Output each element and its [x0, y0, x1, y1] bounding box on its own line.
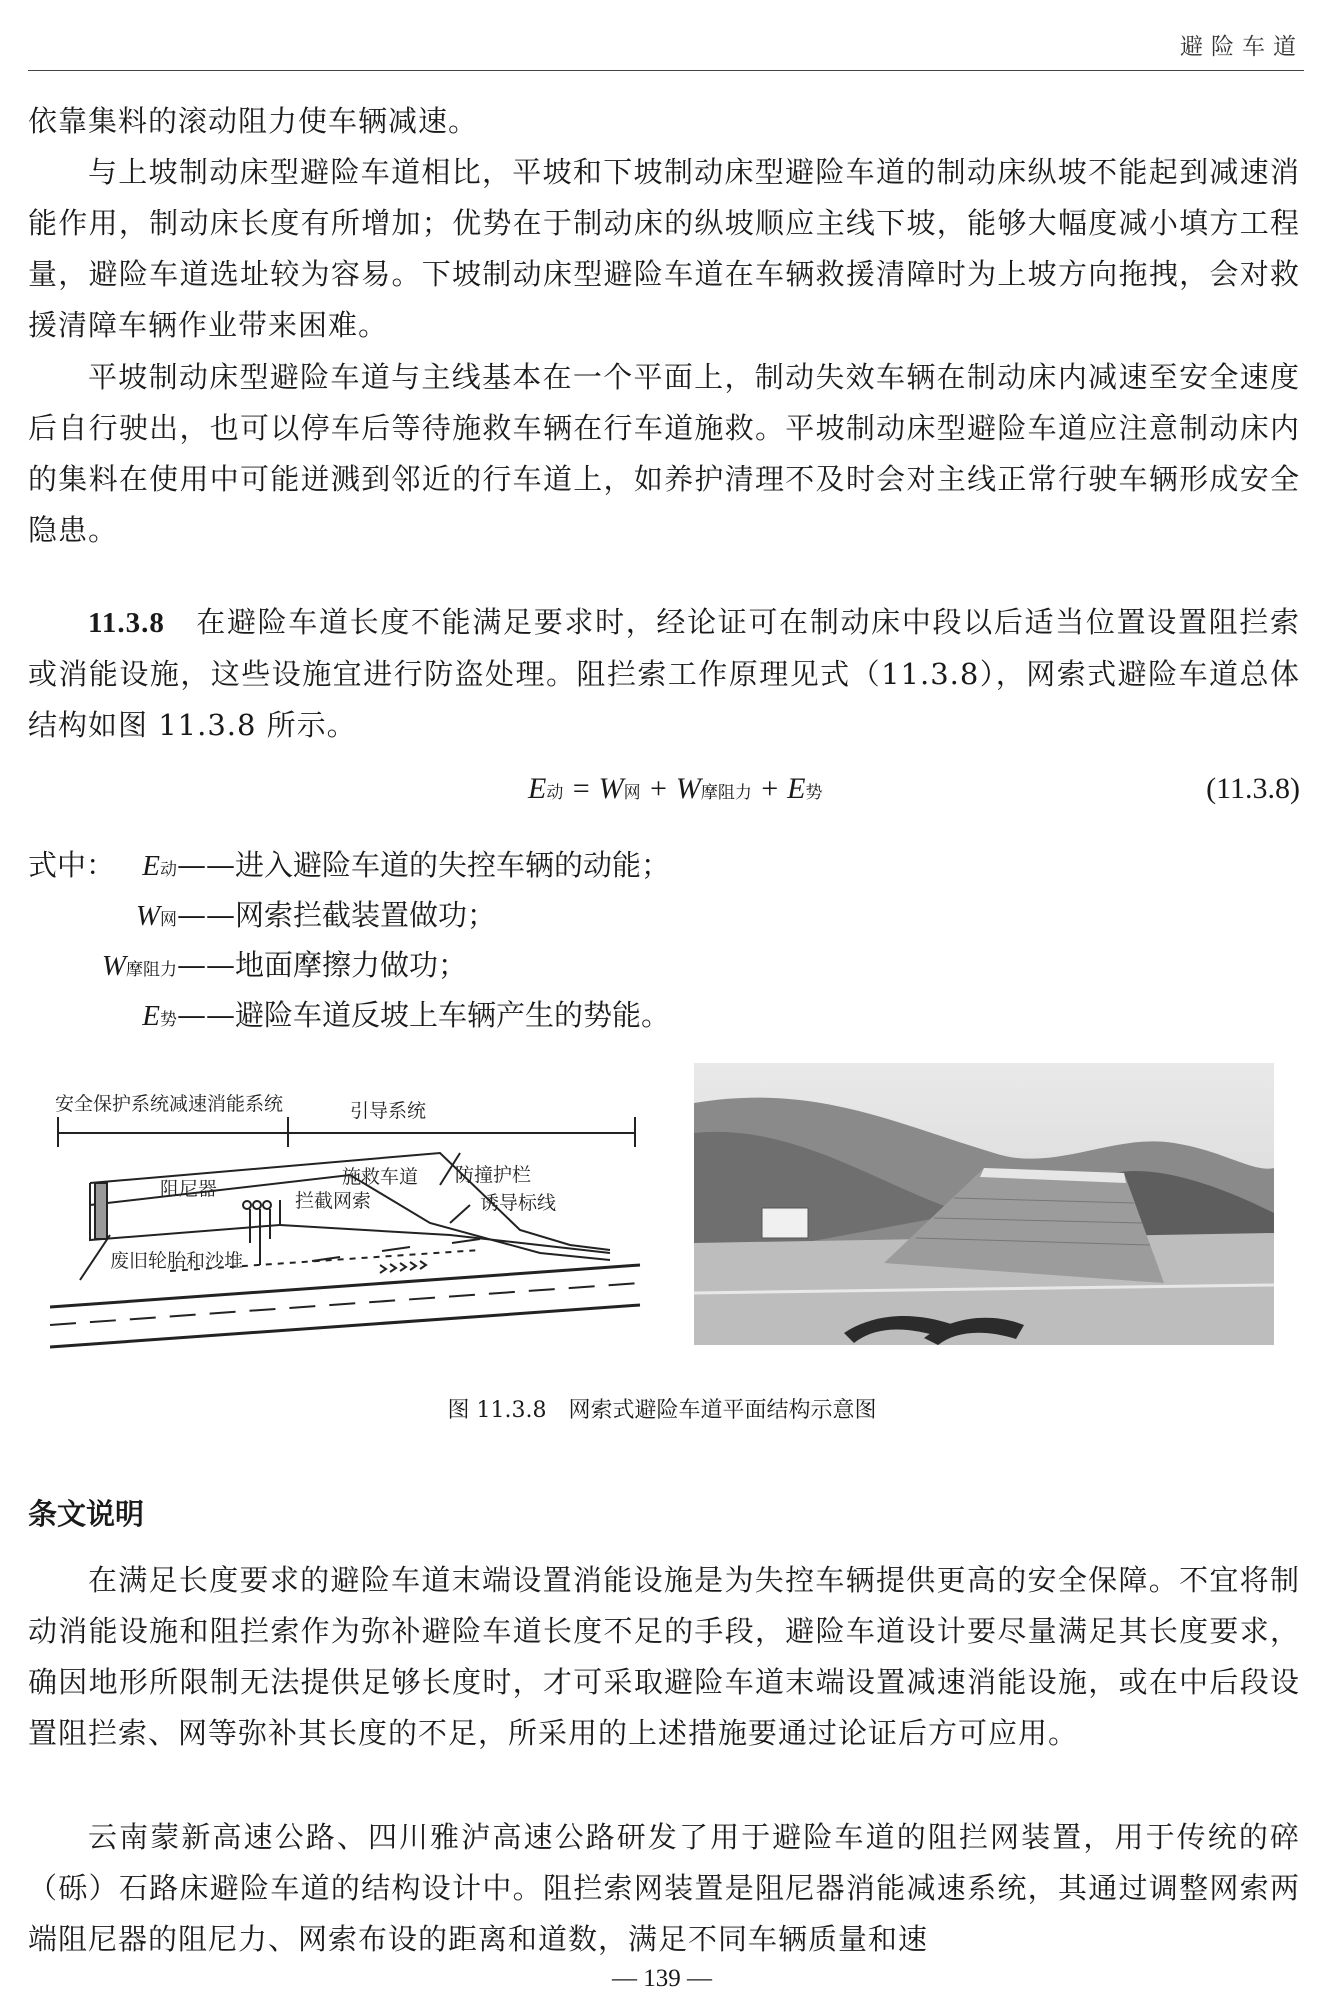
clause-11-3-8 [28, 597, 1300, 751]
figure-caption: 图 11.3.8 网索式避险车道平面结构示意图 [447, 1398, 877, 1423]
formula-expression: E动 = W网 + W摩阻力 + E势 [528, 772, 823, 805]
label-tires-sand: 废旧轮胎和沙堆 [110, 1250, 244, 1272]
paragraph-3: 平坡制动床型避险车道与主线基本在一个平面上，制动失效车辆在制动床内减速至安全速度后自行驶出，也可以停车后等待施救车辆在行车道施救。平坡制动床型避险车道应注意制动床内的集料在使用中可能迸溅到邻近的行车道上，如养护清理不及时会对主线正常行驶车辆形成安全隐患。 [28, 360, 1300, 547]
definition-e-kinetic: 式中： E动——进入避险车道的失控车辆的动能； [28, 848, 671, 882]
label-rescue-lane: 施救车道 [342, 1166, 419, 1188]
clause-number: 11.3.8 [88, 607, 165, 639]
paragraph-1: 依靠集料的滚动阻力使车辆减速。 [28, 104, 479, 138]
clause-text: 在避险车道长度不能满足要求时，经论证可在制动床中段以后适当位置设置阻拦索或消能设施，这些设施宜进行防盗处理。阻拦索工作原理见式（11.3.8），网索式避险车道总体结构如图 11.3.8 所示。 [28, 605, 1300, 742]
structure-diagram [50, 1075, 660, 1355]
commentary-paragraph-2: 云南蒙新高速公路、四川雅泸高速公路研发了用于避险车道的阻拦网装置，用于传统的碎（砾）石路床避险车道的结构设计中。阻拦索网装置是阻尼器消能减速系统，其通过调整网索两端阻尼器的阻尼力、网索布设的距离和道数，满足不同车辆质量和速 [28, 1820, 1300, 1956]
definition-lead: 式中： [28, 848, 116, 882]
label-guide-marking: 诱导标线 [480, 1192, 557, 1214]
commentary-title: 条文说明 [28, 1497, 145, 1531]
label-damper: 阻尼器 [160, 1178, 218, 1200]
label-safety-system: 安全保护系统减速消能系统 [55, 1093, 284, 1115]
formula-11-3-8 [28, 772, 1300, 818]
paragraph-2: 与上坡制动床型避险车道相比，平坡和下坡制动床型避险车道的制动床纵坡不能起到减速消能作用，制动床长度有所增加；优势在于制动床的纵坡顺应主线下坡，能够大幅度减小填方工程量，避险车道选址较为容易。下坡制动床型避险车道在车辆救援清障时为上坡方向拖拽，会对救援清障车辆作业带来困难。 [28, 155, 1300, 342]
escape-ramp-photo [694, 1063, 1274, 1345]
header-rule [28, 70, 1304, 71]
label-guide-system: 引导系统 [350, 1100, 427, 1122]
commentary-paragraph-1: 在满足长度要求的避险车道末端设置消能设施是为失控车辆提供更高的安全保障。不宜将制动消能设施和阻拦索作为弥补避险车道长度不足的手段，避险车道设计要尽量满足其长度要求，确因地形所限制无法提供足够长度时，才可采取避险车道末端设置减速消能设施，或在中后段设置阻拦索、网等弥补其长度的不足，所采用的上述措施要通过论证后方可应用。 [28, 1563, 1300, 1750]
formula-number: (11.3.8) [1206, 772, 1300, 805]
label-crash-barrier: 防撞护栏 [455, 1164, 532, 1186]
definition-w-friction: W摩阻力——地面摩擦力做功； [101, 948, 468, 982]
definition-w-net: W网——网索拦截装置做功； [135, 898, 497, 932]
definition-e-potential: E势——避险车道反坡上车辆产生的势能。 [142, 998, 671, 1032]
label-arrest-net: 拦截网索 [295, 1190, 372, 1212]
page-number: — 139 — [612, 1965, 712, 1992]
running-head: 避险车道 [1180, 34, 1304, 60]
